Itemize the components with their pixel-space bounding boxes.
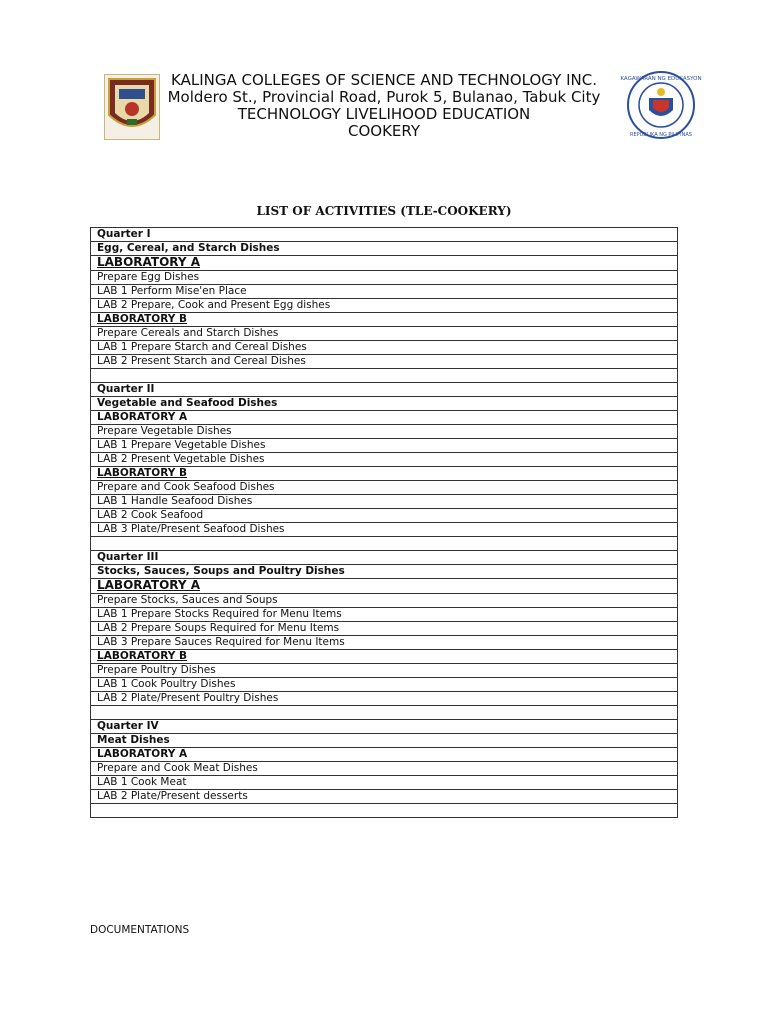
quarter-heading: Quarter II <box>91 383 678 397</box>
table-row <box>91 523 678 537</box>
laboratory-heading: LABORATORY B <box>91 313 678 327</box>
activity-item: Prepare Poultry Dishes <box>91 664 678 678</box>
table-row <box>91 692 678 706</box>
laboratory-heading: LABORATORY A <box>91 256 678 271</box>
laboratory-heading: LABORATORY A <box>91 411 678 425</box>
table-row <box>91 664 678 678</box>
table-row <box>91 565 678 579</box>
activity-item: LAB 1 Handle Seafood Dishes <box>91 495 678 509</box>
blank-cell <box>91 804 678 818</box>
activity-item: LAB 2 Present Vegetable Dishes <box>91 453 678 467</box>
laboratory-heading: LABORATORY A <box>91 579 678 594</box>
department-name: TECHNOLOGY LIVELIHOOD EDUCATION <box>237 105 531 123</box>
activity-item: LAB 2 Cook Seafood <box>91 509 678 523</box>
table-row <box>91 608 678 622</box>
quarter-heading: Quarter IV <box>91 720 678 734</box>
table-row <box>91 228 678 242</box>
table-row <box>91 383 678 397</box>
table-row <box>91 481 678 495</box>
table-row <box>91 650 678 664</box>
table-row <box>91 425 678 439</box>
activity-item: LAB 2 Plate/Present Poultry Dishes <box>91 692 678 706</box>
laboratory-heading: LABORATORY A <box>91 748 678 762</box>
table-row <box>91 579 678 594</box>
table-row <box>91 285 678 299</box>
document-header <box>0 70 768 142</box>
activity-item: LAB 3 Plate/Present Seafood Dishes <box>91 523 678 537</box>
activity-item: LAB 1 Perform Mise'en Place <box>91 285 678 299</box>
activity-item: LAB 1 Cook Meat <box>91 776 678 790</box>
laboratory-heading: LABORATORY B <box>91 467 678 481</box>
table-row <box>91 594 678 608</box>
table-row <box>91 636 678 650</box>
table-row <box>91 299 678 313</box>
documentations-label: DOCUMENTATIONS <box>90 924 190 936</box>
topic-heading: Egg, Cereal, and Starch Dishes <box>91 242 678 256</box>
table-row <box>91 495 678 509</box>
document-title: LIST OF ACTIVITIES (TLE-COOKERY) <box>256 204 512 218</box>
subject-name: COOKERY <box>347 122 421 140</box>
activity-item: Prepare Cereals and Starch Dishes <box>91 327 678 341</box>
activity-item: Prepare and Cook Meat Dishes <box>91 762 678 776</box>
table-row <box>91 313 678 327</box>
activity-item: LAB 2 Prepare, Cook and Present Egg dishes <box>91 299 678 313</box>
table-row <box>91 509 678 523</box>
school-info <box>110 72 658 140</box>
laboratory-heading: LABORATORY B <box>91 650 678 664</box>
table-row <box>91 790 678 804</box>
activity-item: Prepare Egg Dishes <box>91 271 678 285</box>
school-address: Moldero St., Provincial Road, Purok 5, Bulanao, Tabuk City <box>167 88 601 106</box>
quarter-heading: Quarter I <box>91 228 678 242</box>
blank-cell <box>91 706 678 720</box>
table-row <box>91 734 678 748</box>
table-row <box>91 397 678 411</box>
activity-item: Prepare Vegetable Dishes <box>91 425 678 439</box>
svg-text:REPUBLIKA NG PILIPINAS: REPUBLIKA NG PILIPINAS <box>630 132 692 138</box>
activity-item: LAB 1 Prepare Starch and Cereal Dishes <box>91 341 678 355</box>
activity-item: LAB 3 Prepare Sauces Required for Menu Items <box>91 636 678 650</box>
activities-table <box>90 227 678 818</box>
school-name: KALINGA COLLEGES OF SCIENCE AND TECHNOLOGY INC. <box>171 71 597 89</box>
table-row-blank <box>91 804 678 818</box>
topic-heading: Stocks, Sauces, Soups and Poultry Dishes <box>91 565 678 579</box>
table-row <box>91 411 678 425</box>
table-row <box>91 551 678 565</box>
activity-item: LAB 2 Plate/Present desserts <box>91 790 678 804</box>
activity-item: Prepare and Cook Seafood Dishes <box>91 481 678 495</box>
activity-item: Prepare Stocks, Sauces and Soups <box>91 594 678 608</box>
table-row <box>91 678 678 692</box>
table-row <box>91 776 678 790</box>
topic-heading: Meat Dishes <box>91 734 678 748</box>
topic-heading: Vegetable and Seafood Dishes <box>91 397 678 411</box>
table-row <box>91 327 678 341</box>
table-row <box>91 439 678 453</box>
blank-cell <box>91 537 678 551</box>
table-row <box>91 271 678 285</box>
table-row <box>91 453 678 467</box>
table-row <box>91 355 678 369</box>
table-row-blank <box>91 706 678 720</box>
blank-cell <box>91 369 678 383</box>
table-row <box>91 720 678 734</box>
activity-item: LAB 2 Prepare Soups Required for Menu Items <box>91 622 678 636</box>
activity-item: LAB 1 Prepare Vegetable Dishes <box>91 439 678 453</box>
table-row <box>91 762 678 776</box>
table-row <box>91 467 678 481</box>
activity-item: LAB 1 Prepare Stocks Required for Menu Items <box>91 608 678 622</box>
svg-text:KAGAWARAN NG EDUKASYON: KAGAWARAN NG EDUKASYON <box>620 76 702 82</box>
table-row <box>91 256 678 271</box>
table-row-blank <box>91 369 678 383</box>
table-row <box>91 622 678 636</box>
activity-item: LAB 2 Present Starch and Cereal Dishes <box>91 355 678 369</box>
table-row-blank <box>91 537 678 551</box>
table-row <box>91 341 678 355</box>
quarter-heading: Quarter III <box>91 551 678 565</box>
table-row <box>91 242 678 256</box>
table-row <box>91 748 678 762</box>
activity-item: LAB 1 Cook Poultry Dishes <box>91 678 678 692</box>
